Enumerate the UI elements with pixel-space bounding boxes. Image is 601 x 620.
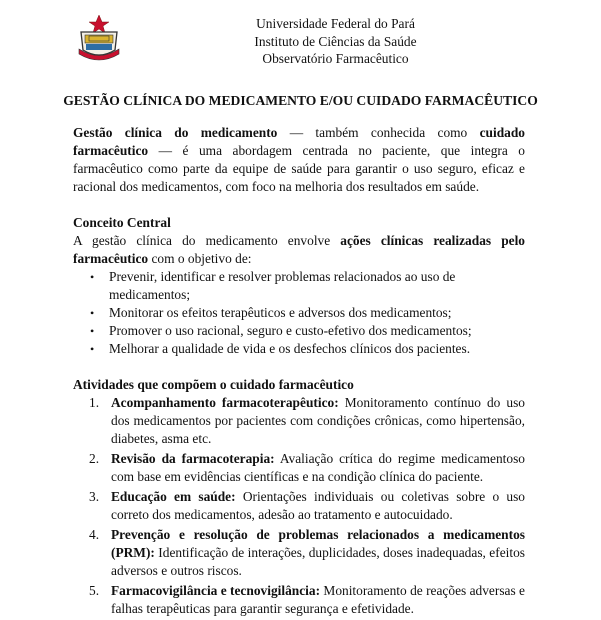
item-number: 3. xyxy=(89,489,100,504)
activities-heading: Atividades que compõem o cuidado farmacêutico xyxy=(73,377,354,392)
item-title: Acompanhamento farmacoterapêutico: xyxy=(111,395,339,410)
item-text: Monitoramento contínuo do uso dos medicamentos por pacientes com condições crônicas, como hipertensão, diabetes, asma etc. xyxy=(111,395,525,446)
institution-block xyxy=(228,15,443,68)
item-text: Identificação de interações, duplicidades, doses inadequadas, efeitos adversos e outros riscos. xyxy=(111,545,525,578)
list-item: • Promover o uso racional, seguro e custo-efetivo dos medicamentos; xyxy=(109,322,525,340)
page-title: GESTÃO CLÍNICA DO MEDICAMENTO E/OU CUIDADO FARMACÊUTICO xyxy=(63,93,538,108)
item-title: Prevenção e resolução de problemas relacionados a medicamentos (PRM): xyxy=(111,527,525,560)
concept-list xyxy=(73,268,525,358)
item-text: Monitoramento de reações adversas e falhas terapêuticas para garantir segurança e efetividade. xyxy=(111,583,526,616)
intro-paragraph xyxy=(73,124,525,196)
list-item xyxy=(89,526,525,580)
list-item xyxy=(89,394,525,448)
item-number: 2. xyxy=(89,451,100,466)
intro-term-2: cuidado farmacêutico xyxy=(73,125,525,158)
intro-term-1: Gestão clínica do medicamento xyxy=(73,125,278,140)
concept-text-2: com o objetivo de: xyxy=(148,251,252,266)
concept-paragraph xyxy=(73,232,525,268)
concept-heading: Conceito Central xyxy=(73,215,171,230)
institute-name: Instituto de Ciências da Saúde xyxy=(254,33,417,49)
document-body xyxy=(73,124,525,620)
item-number: 4. xyxy=(89,527,100,542)
item-title: Farmacovigilância e tecnovigilância: xyxy=(111,583,321,598)
list-item: • Prevenir, identificar e resolver problemas relacionados ao uso de medicamentos; xyxy=(109,268,525,304)
concept-bold: ações clínicas realizadas pelo farmacêutico xyxy=(73,233,525,266)
item-text: Avaliação crítica do regime medicamentoso com base em evidências científicas e na condição clínica do paciente. xyxy=(111,451,526,484)
activities-list xyxy=(73,394,525,618)
university-seal-icon xyxy=(75,12,123,62)
list-item xyxy=(89,582,526,618)
observatory-name: Observatório Farmacêutico xyxy=(262,51,409,66)
item-number: 5. xyxy=(89,583,100,598)
list-item: • Monitorar os efeitos terapêuticos e adversos dos medicamentos; xyxy=(109,304,525,322)
intro-text-1: — também conhecida como xyxy=(277,125,480,140)
item-text: Orientações individuais ou coletivas sobre o uso correto dos medicamentos, adesão ao tratamento e autocuidado. xyxy=(111,489,525,522)
list-item: • Melhorar a qualidade de vida e os desfechos clínicos dos pacientes. xyxy=(109,340,525,358)
document-header xyxy=(0,0,601,70)
intro-text-2: — é uma abordagem centrada no paciente, que integra o farmacêutico como parte da equipe de saúde para garantir o uso seguro, eficaz e racional dos medicamentos, com foco na melhoria dos resultados em saúde. xyxy=(73,143,525,194)
item-number: 1. xyxy=(89,395,100,410)
item-title: Revisão da farmacoterapia: xyxy=(111,451,275,466)
university-name: Universidade Federal do Pará xyxy=(256,16,415,31)
list-item xyxy=(89,450,526,486)
concept-text-1: A gestão clínica do medicamento envolve xyxy=(73,233,341,248)
item-title: Educação em saúde: xyxy=(111,489,236,504)
list-item xyxy=(89,488,525,524)
